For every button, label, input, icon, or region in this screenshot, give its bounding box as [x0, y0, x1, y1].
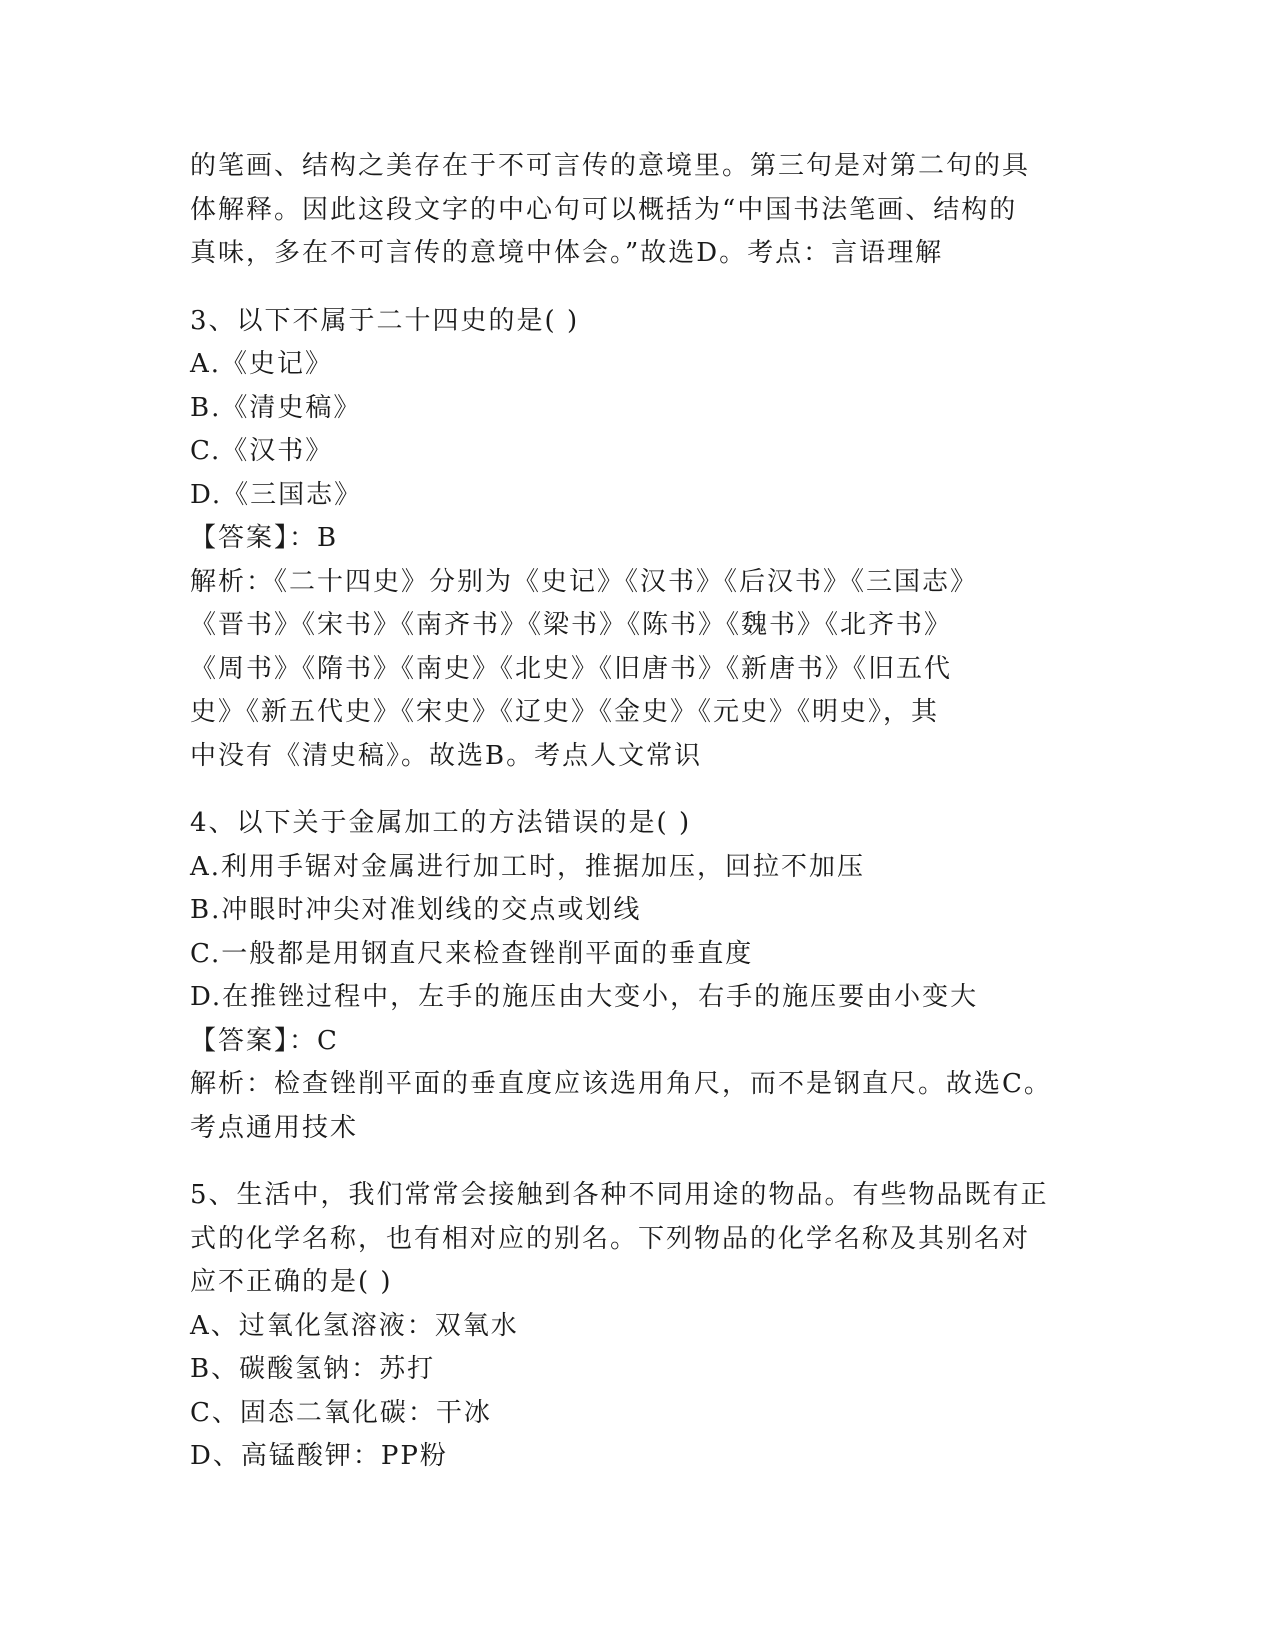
analysis-line: 史》《新五代史》《宋史》《辽史》《金史》《元史》《明史》，其 [190, 697, 940, 727]
document-content [190, 145, 1090, 1479]
option-b: B.冲眼时冲尖对准划线的交点或划线 [190, 895, 642, 925]
analysis-line: 中没有《清史稿》。故选B。考点人文常识 [190, 740, 703, 771]
analysis-line: 解析：《二十四史》分别为《史记》《汉书》《后汉书》《三国志》 [190, 566, 979, 597]
question-4 [190, 802, 1090, 1150]
option-c: C.《汉书》 [190, 436, 334, 466]
analysis-line: 《周书》《隋书》《南史》《北史》《旧唐书》《新唐书》《旧五代 [190, 653, 953, 684]
analysis-line: 《晋书》《宋书》《南齐书》《梁书》《陈书》《魏书》《北齐书》 [190, 610, 953, 640]
text-line: 体解释。因此这段文字的中心句可以概括为“中国书法笔画、结构的 [190, 194, 1018, 225]
question-stem: 4、以下关于金属加工的方法错误的是( ) [190, 808, 692, 838]
analysis-line: 解析：检查锉削平面的垂直度应该选用角尺，而不是钢直尺。故选C。 [190, 1069, 1052, 1099]
question-stem: 3、以下不属于二十四史的是( ) [190, 305, 580, 336]
question-5 [190, 1174, 1090, 1479]
option-b: B、碳酸氢钠：苏打 [190, 1354, 436, 1384]
answer: 【答案】：C [190, 1025, 339, 1056]
text-line: 真味，多在不可言传的意境中体会。”故选D。考点：言语理解 [190, 238, 944, 268]
option-c: C.一般都是用钢直尺来检查锉削平面的垂直度 [190, 938, 754, 969]
answer: 【答案】：B [190, 523, 339, 553]
question-stem: 应不正确的是( ) [190, 1267, 393, 1297]
option-d: D.《三国志》 [190, 479, 363, 510]
option-a: A.《史记》 [190, 349, 334, 379]
paragraph-gap [190, 276, 1090, 300]
option-d: D.在推锉过程中，左手的施压由大变小，右手的施压要由小变大 [190, 982, 979, 1012]
paragraph-gap [190, 778, 1090, 802]
paragraph-gap [190, 1150, 1090, 1174]
question-stem: 式的化学名称，也有相对应的别名。下列物品的化学名称及其别名对 [190, 1223, 1031, 1254]
option-a: A.利用手锯对金属进行加工时，推据加压，回拉不加压 [190, 851, 866, 882]
option-a: A、过氧化氢溶液：双氧水 [190, 1310, 519, 1341]
option-c: C、固态二氧化碳：干冰 [190, 1397, 492, 1428]
option-d: D、高锰酸钾：PP粉 [190, 1441, 448, 1471]
question-3 [190, 300, 1090, 779]
question-stem: 5、生活中，我们常常会接触到各种不同用途的物品。有些物品既有正 [190, 1180, 1049, 1210]
intro-paragraph [190, 145, 1090, 276]
option-b: B.《清史稿》 [190, 392, 362, 423]
analysis-line: 考点通用技术 [190, 1112, 359, 1143]
text-line: 的笔画、结构之美存在于不可言传的意境里。第三句是对第二句的具 [190, 151, 1031, 181]
